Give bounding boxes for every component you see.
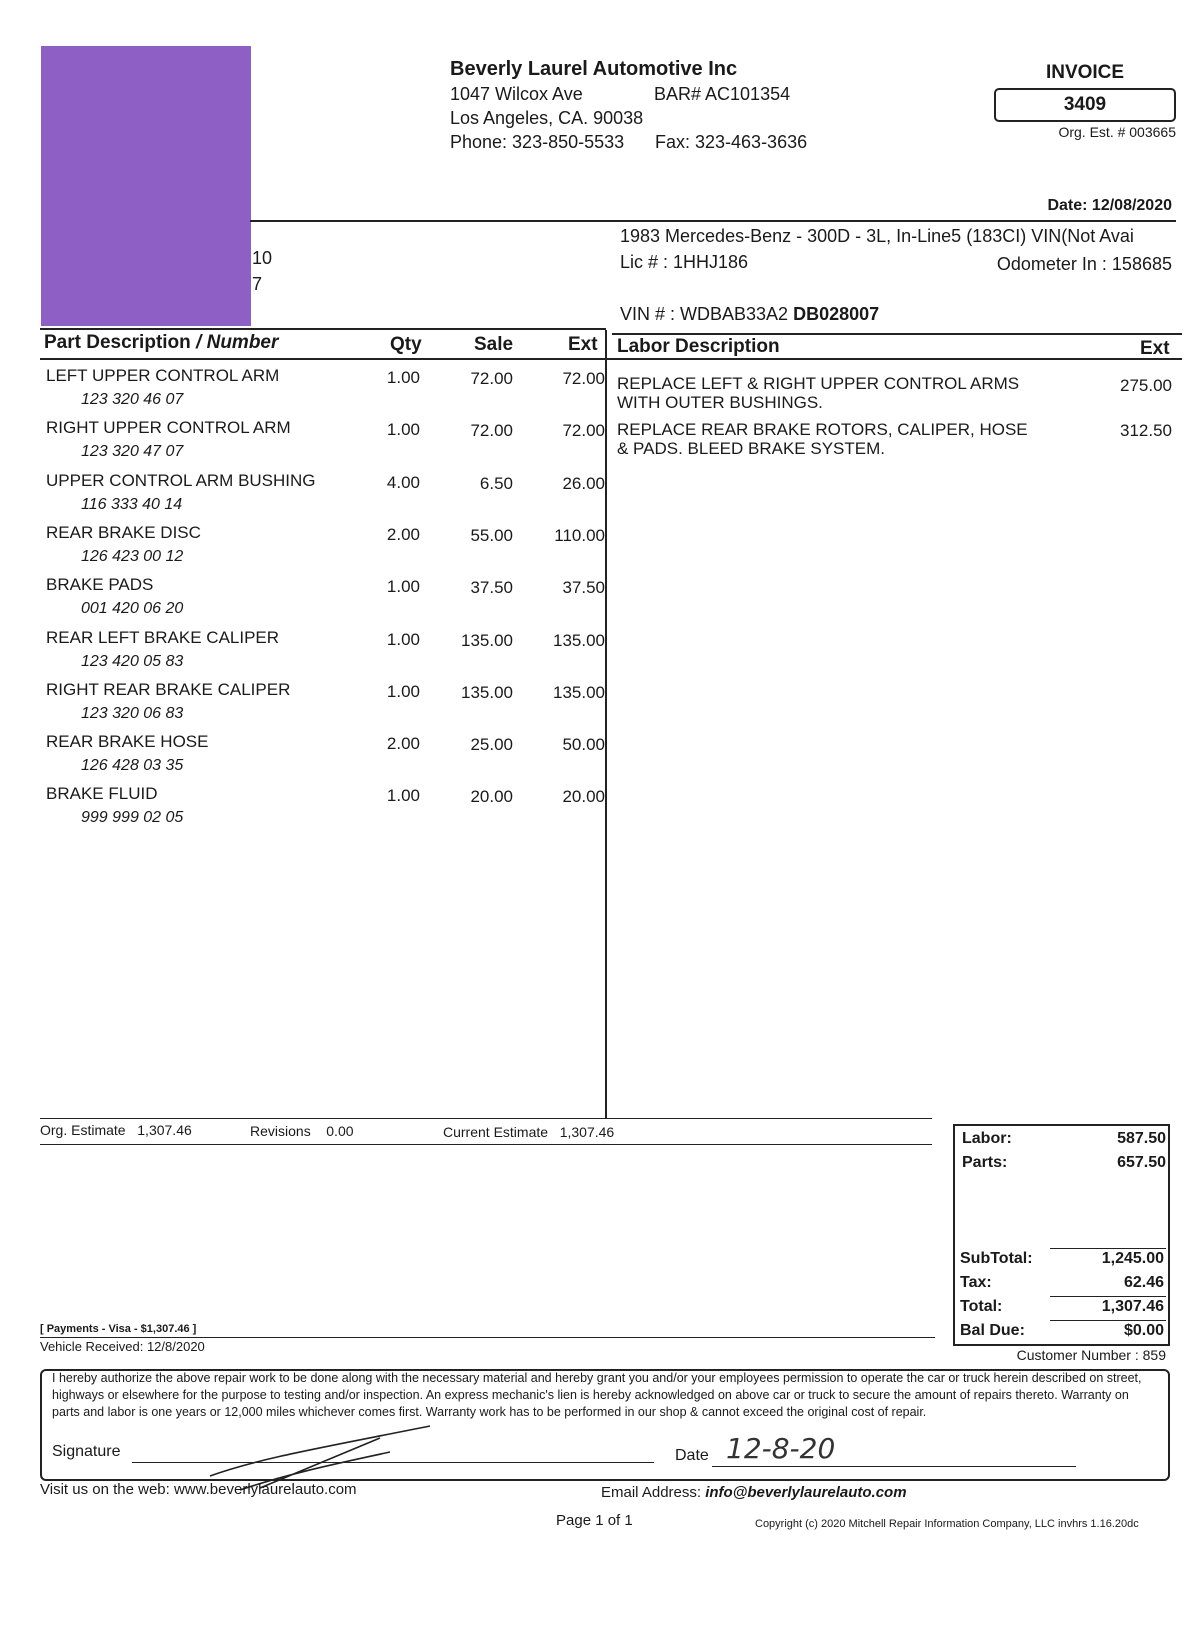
part-ext: 37.50 xyxy=(562,578,605,598)
part-desc: BRAKE PADS xyxy=(46,575,154,595)
baldue-label: Bal Due: xyxy=(960,1322,1025,1339)
part-sale: 72.00 xyxy=(470,369,513,388)
shop-bar-number: BAR# AC101354 xyxy=(654,84,791,104)
total-rule xyxy=(1050,1296,1166,1297)
part-ext: 135.00 xyxy=(553,682,605,702)
labor-line-1b: WITH OUTER BUSHINGS. xyxy=(617,393,823,412)
part-ext: 26.00 xyxy=(562,473,605,493)
baldue-rule xyxy=(1050,1320,1166,1321)
part-qty: 1.00 xyxy=(386,681,420,701)
subtotal-rule xyxy=(1050,1248,1166,1249)
shop-fax: Fax: 323-463-3636 xyxy=(655,132,808,152)
parts-header-sale: Sale xyxy=(474,334,514,355)
subtotal-value: 1,245.00 xyxy=(1101,1250,1164,1267)
parts-total-label: Parts: xyxy=(962,1154,1008,1171)
subtotal-label: SubTotal: xyxy=(960,1250,1033,1267)
redaction-block xyxy=(41,46,251,326)
current-estimate: Current Estimate 1,307.46 xyxy=(443,1124,615,1140)
parts-total-value: 657.50 xyxy=(1117,1154,1166,1171)
invoice-label: INVOICE xyxy=(1045,62,1125,83)
vehicle-received: Vehicle Received: 12/8/2020 xyxy=(40,1339,205,1354)
table-header-bottom-rule xyxy=(40,358,1182,360)
vehicle-odometer: Odometer In : 158685 xyxy=(996,254,1172,274)
customer-number: Customer Number : 859 xyxy=(1016,1347,1166,1363)
part-qty: 4.00 xyxy=(386,472,420,492)
part-qty: 1.00 xyxy=(386,786,420,806)
shop-street: 1047 Wilcox Ave xyxy=(450,84,583,104)
part-sale: 20.00 xyxy=(470,787,513,807)
estimate-rule xyxy=(40,1118,932,1119)
total-value: 1,307.46 xyxy=(1101,1298,1164,1315)
labor-line-1: REPLACE LEFT & RIGHT UPPER CONTROL ARMS xyxy=(617,374,1020,393)
part-ext: 20.00 xyxy=(562,787,605,807)
baldue-value: $0.00 xyxy=(1123,1322,1164,1339)
part-ext: 72.00 xyxy=(562,421,605,441)
part-ext: 110.00 xyxy=(554,525,605,545)
part-qty: 1.00 xyxy=(386,368,420,387)
labor-total-label: Labor: xyxy=(962,1130,1012,1147)
signature-label: Signature xyxy=(52,1443,121,1460)
part-sale: 55.00 xyxy=(470,525,513,545)
labor-header-desc: Labor Description xyxy=(617,336,780,357)
part-desc: RIGHT UPPER CONTROL ARM xyxy=(46,418,291,438)
date-label: Date xyxy=(675,1447,709,1464)
part-sale: 72.00 xyxy=(470,421,513,441)
labor-ext-2: 312.50 xyxy=(1120,421,1172,440)
invoice-date: Date: 12/08/2020 xyxy=(1047,197,1172,214)
vin-bold: DB028007 xyxy=(793,304,880,324)
part-qty: 2.00 xyxy=(386,734,420,754)
part-number: 123 320 06 83 xyxy=(81,704,184,722)
page-number: Page 1 of 1 xyxy=(556,1512,633,1529)
shop-phone: Phone: 323-850-5533 xyxy=(450,132,625,152)
parts-header-top-rule xyxy=(40,328,606,330)
labor-header-top-rule xyxy=(612,333,1182,335)
web-link[interactable]: Visit us on the web: www.beverlylaurelauto.com xyxy=(40,1481,357,1498)
shop-name: Beverly Laurel Automotive Inc xyxy=(450,58,738,80)
part-qty: 1.00 xyxy=(386,420,420,440)
labor-ext-1: 275.00 xyxy=(1120,376,1172,395)
part-number: 123 420 05 83 xyxy=(81,652,184,670)
payments-rule xyxy=(40,1337,935,1338)
header-rule xyxy=(250,220,1176,222)
labor-header-ext: Ext xyxy=(1140,338,1170,359)
part-ext: 135.00 xyxy=(553,630,605,650)
part-number: 116 333 40 14 xyxy=(81,495,183,513)
date-line xyxy=(712,1466,1076,1467)
authorization-text: I hereby authorize the above repair work to be done along with the necessary material and hereby grant you and/or your employees permission to operate the car or truck herein described on street, highways or elsewhere for the purpose to testing and/or inspection. An express mechanic's lien is hereby acknowledged on above car or truck to secure the amount of repairs thereto. Warranty on parts and labor is one years or 12,000 miles whichever comes first. Warranty work has to be performed in our shop & cannot exceed the original cost of repair. xyxy=(52,1371,1142,1419)
part-sale: 6.50 xyxy=(479,473,513,493)
customer-fragment-2: 7 xyxy=(252,274,263,294)
email-address[interactable]: info@beverlylaurelauto.com xyxy=(705,1484,907,1501)
email-line xyxy=(601,1484,907,1501)
payments-line: [ Payments - Visa - $1,307.46 ] xyxy=(40,1323,197,1335)
part-number: 123 320 47 07 xyxy=(81,443,184,461)
part-number: 999 999 02 05 xyxy=(81,809,184,827)
part-qty: 1.00 xyxy=(386,629,420,649)
part-ext: 50.00 xyxy=(562,735,605,755)
revisions: Revisions 0.00 xyxy=(250,1123,354,1139)
parts-header-qty: Qty xyxy=(390,334,422,355)
tax-value: 62.46 xyxy=(1123,1274,1164,1291)
part-sale: 135.00 xyxy=(461,682,513,702)
parts-header-desc: Part Description / Number xyxy=(44,332,279,353)
part-number: 126 428 03 35 xyxy=(81,757,184,775)
org-estimate-number: Org. Est. # 003665 xyxy=(1058,124,1176,140)
part-desc: UPPER CONTROL ARM BUSHING xyxy=(46,470,316,490)
part-desc: RIGHT REAR BRAKE CALIPER xyxy=(46,679,291,699)
part-qty: 2.00 xyxy=(386,524,420,544)
labor-line-2b: & PADS. BLEED BRAKE SYSTEM. xyxy=(617,439,885,458)
customer-fragment-1: 10 xyxy=(252,248,273,268)
labor-total-value: 587.50 xyxy=(1117,1130,1166,1147)
total-label: Total: xyxy=(960,1298,1003,1315)
part-desc: BRAKE FLUID xyxy=(46,784,158,804)
vin-label: VIN # : WDBAB33A2 xyxy=(620,304,789,324)
column-divider xyxy=(605,330,607,1118)
part-number: 123 320 46 07 xyxy=(81,391,184,408)
vehicle-description: 1983 Mercedes-Benz - 300D - 3L, In-Line5 (183CI) VIN(Not Avai xyxy=(620,226,1134,246)
part-desc: LEFT UPPER CONTROL ARM xyxy=(46,366,280,385)
shop-city: Los Angeles, CA. 90038 xyxy=(450,108,644,128)
part-sale: 25.00 xyxy=(470,735,513,755)
tax-label: Tax: xyxy=(960,1274,992,1291)
vehicle-vin xyxy=(620,304,879,325)
part-ext: 72.00 xyxy=(562,369,605,388)
part-sale: 37.50 xyxy=(470,578,513,598)
vehicle-license: Lic # : 1HHJ186 xyxy=(620,252,749,272)
part-desc: REAR LEFT BRAKE CALIPER xyxy=(46,627,280,647)
part-qty: 1.00 xyxy=(386,577,420,597)
part-number: 001 420 06 20 xyxy=(81,600,184,618)
parts-header-ext: Ext xyxy=(568,334,598,355)
email-label: Email Address: xyxy=(601,1484,702,1501)
org-estimate: Org. Estimate 1,307.46 xyxy=(40,1122,192,1138)
labor-line-2: REPLACE REAR BRAKE ROTORS, CALIPER, HOSE xyxy=(617,420,1028,439)
part-desc: REAR BRAKE HOSE xyxy=(46,732,209,752)
copyright: Copyright (c) 2020 Mitchell Repair Information Company, LLC invhrs 1.16.20dc xyxy=(755,1518,1139,1530)
invoice-number: 3409 xyxy=(994,88,1176,122)
part-desc: REAR BRAKE DISC xyxy=(46,522,201,542)
estimate-rule-bottom xyxy=(40,1144,932,1145)
handwritten-date: 12-8-20 xyxy=(726,1432,836,1465)
part-number: 126 423 00 12 xyxy=(81,547,184,565)
part-sale: 135.00 xyxy=(461,630,513,650)
